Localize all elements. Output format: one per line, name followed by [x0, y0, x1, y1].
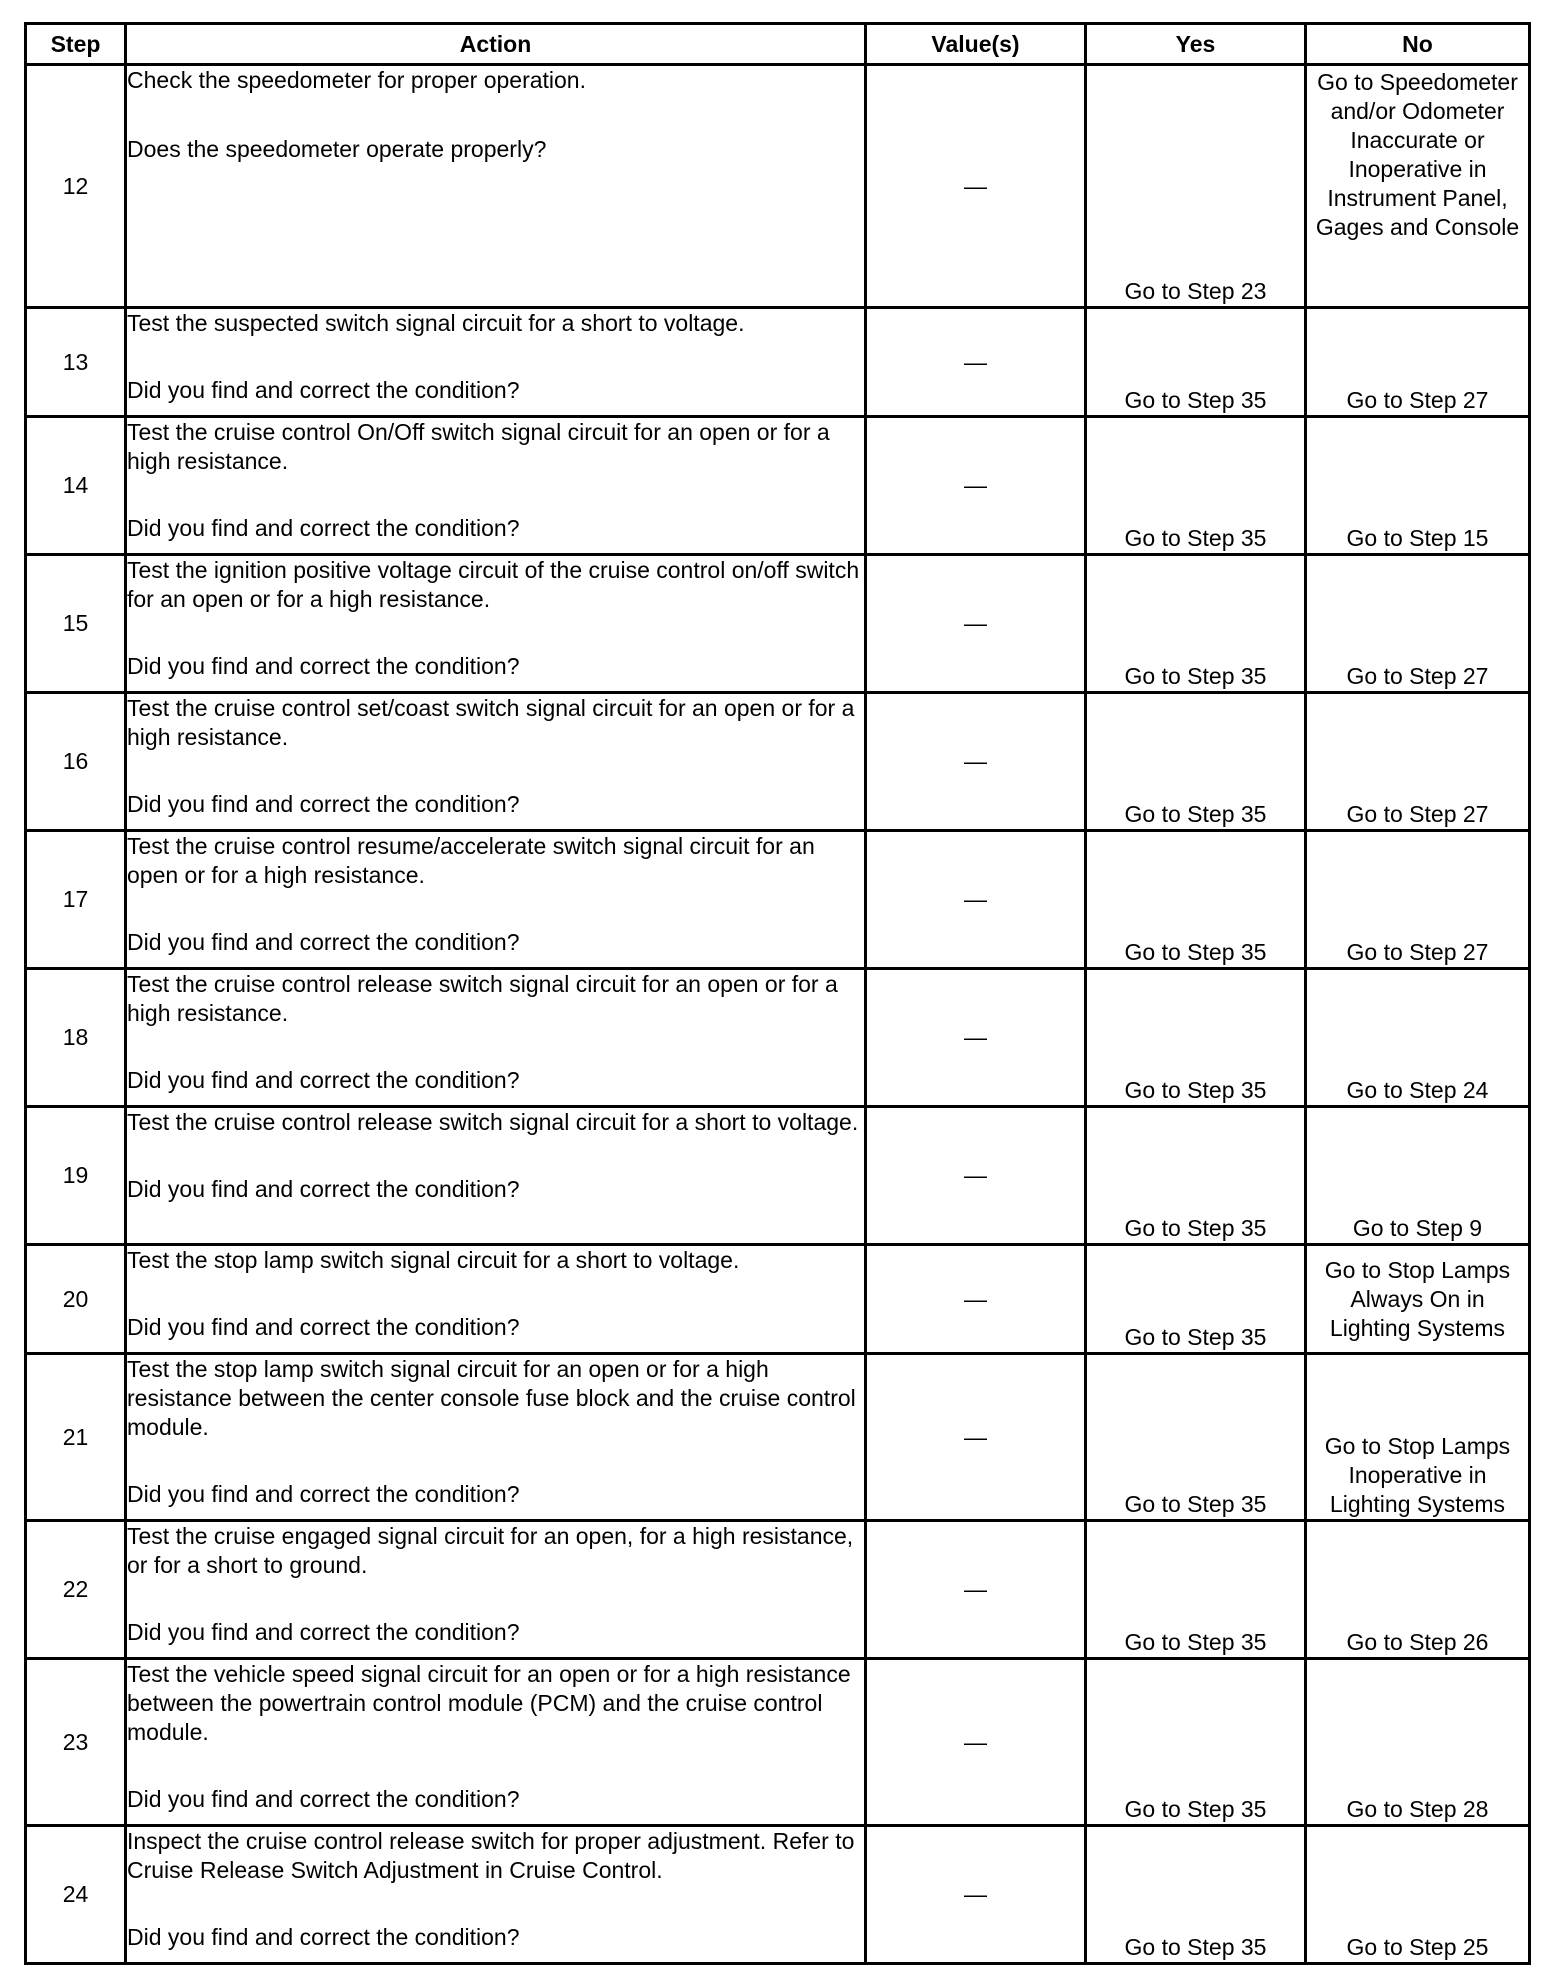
yes-cell: Go to Step 35: [1086, 1826, 1306, 1964]
no-cell: Go to Step 27: [1306, 555, 1530, 693]
yes-cell: Go to Step 23: [1086, 65, 1306, 308]
action-text: Test the cruise engaged signal circuit for an open, for a high resistance, or for a short to ground.: [127, 1523, 854, 1578]
action-text: Test the ignition positive voltage circuit of the cruise control on/off switch for an open or for a high resistance.: [127, 557, 860, 612]
action-text: Test the cruise control On/Off switch signal circuit for an open or for a high resistance.: [127, 419, 830, 474]
no-cell: Go to Step 15: [1306, 417, 1530, 555]
action-question: Did you find and correct the condition?: [127, 653, 520, 679]
action-cell: [126, 308, 866, 417]
step-number: 21: [26, 1354, 126, 1521]
action-question: Did you find and correct the condition?: [127, 929, 520, 955]
step-number: 13: [26, 308, 126, 417]
action-cell: [126, 831, 866, 969]
action-question: Did you find and correct the condition?: [127, 1786, 520, 1812]
header-yes: Yes: [1086, 24, 1306, 65]
yes-cell: Go to Step 35: [1086, 693, 1306, 831]
value-cell: —: [866, 65, 1086, 308]
table-row: [26, 555, 1530, 693]
table-row: [26, 417, 1530, 555]
yes-cell: Go to Step 35: [1086, 1107, 1306, 1245]
value-cell: —: [866, 1245, 1086, 1354]
value-cell: —: [866, 1659, 1086, 1826]
action-question: Did you find and correct the condition?: [127, 1619, 520, 1645]
no-cell: Go to Step 27: [1306, 308, 1530, 417]
action-text: Test the vehicle speed signal circuit for an open or for a high resistance between the powertrain control module (PCM) and the cruise control module.: [127, 1661, 851, 1745]
action-text: Test the stop lamp switch signal circuit for an open or for a high resistance between the center console fuse block and the cruise control module.: [127, 1356, 856, 1440]
step-number: 15: [26, 555, 126, 693]
action-question: Did you find and correct the condition?: [127, 791, 520, 817]
action-question: Did you find and correct the condition?: [127, 1481, 520, 1507]
value-cell: —: [866, 417, 1086, 555]
action-question: Did you find and correct the condition?: [127, 515, 520, 541]
no-cell: Go to Step 28: [1306, 1659, 1530, 1826]
action-text: Test the cruise control set/coast switch signal circuit for an open or for a high resistance.: [127, 695, 855, 750]
no-cell: Go to Stop Lamps Inoperative in Lighting Systems: [1306, 1354, 1530, 1521]
value-cell: —: [866, 1107, 1086, 1245]
table-row: [26, 308, 1530, 417]
table-row: [26, 1245, 1530, 1354]
table-row: [26, 1107, 1530, 1245]
action-question: Did you find and correct the condition?: [127, 1314, 520, 1340]
action-cell: [126, 1354, 866, 1521]
step-number: 24: [26, 1826, 126, 1964]
table-row: [26, 693, 1530, 831]
table-row: [26, 1521, 1530, 1659]
table-row: [26, 65, 1530, 308]
value-cell: —: [866, 1826, 1086, 1964]
value-cell: —: [866, 1354, 1086, 1521]
header-row: [26, 24, 1530, 65]
action-cell: [126, 693, 866, 831]
step-number: 23: [26, 1659, 126, 1826]
table-row: [26, 831, 1530, 969]
action-cell: [126, 1107, 866, 1245]
no-cell: Go to Step 26: [1306, 1521, 1530, 1659]
value-cell: —: [866, 1521, 1086, 1659]
step-number: 20: [26, 1245, 126, 1354]
header-step: Step: [26, 24, 126, 65]
value-cell: —: [866, 831, 1086, 969]
step-number: 18: [26, 969, 126, 1107]
action-text: Test the stop lamp switch signal circuit for a short to voltage.: [127, 1247, 740, 1273]
no-cell: Go to Step 9: [1306, 1107, 1530, 1245]
yes-cell: Go to Step 35: [1086, 969, 1306, 1107]
value-cell: —: [866, 693, 1086, 831]
action-cell: [126, 417, 866, 555]
table-row: [26, 1659, 1530, 1826]
yes-cell: Go to Step 35: [1086, 831, 1306, 969]
action-question: Did you find and correct the condition?: [127, 377, 520, 403]
header-action: Action: [126, 24, 866, 65]
no-cell: Go to Stop Lamps Always On in Lighting Systems: [1306, 1245, 1530, 1354]
action-text: Check the speedometer for proper operation.: [127, 67, 586, 93]
action-question: Does the speedometer operate properly?: [127, 136, 547, 162]
action-cell: [126, 1521, 866, 1659]
action-cell: [126, 1245, 866, 1354]
action-text: Test the suspected switch signal circuit for a short to voltage.: [127, 310, 745, 336]
action-question: Did you find and correct the condition?: [127, 1924, 520, 1950]
action-text: Inspect the cruise control release switch for proper adjustment. Refer to Cruise Release Switch Adjustment in Cruise Control.: [127, 1828, 855, 1883]
step-number: 19: [26, 1107, 126, 1245]
action-text: Test the cruise control resume/accelerate switch signal circuit for an open or for a high resistance.: [127, 833, 815, 888]
no-cell: Go to Step 27: [1306, 693, 1530, 831]
action-cell: [126, 65, 866, 308]
yes-cell: Go to Step 35: [1086, 417, 1306, 555]
yes-cell: Go to Step 35: [1086, 1521, 1306, 1659]
no-cell: Go to Step 25: [1306, 1826, 1530, 1964]
yes-cell: Go to Step 35: [1086, 308, 1306, 417]
no-cell: Go to Step 27: [1306, 831, 1530, 969]
action-question: Did you find and correct the condition?: [127, 1176, 520, 1202]
action-cell: [126, 969, 866, 1107]
header-no: No: [1306, 24, 1530, 65]
value-cell: —: [866, 969, 1086, 1107]
header-values: Value(s): [866, 24, 1086, 65]
yes-cell: Go to Step 35: [1086, 1659, 1306, 1826]
action-question: Did you find and correct the condition?: [127, 1067, 520, 1093]
step-number: 16: [26, 693, 126, 831]
yes-cell: Go to Step 35: [1086, 1354, 1306, 1521]
table-row: [26, 1354, 1530, 1521]
action-cell: [126, 555, 866, 693]
diagnostic-table: [24, 22, 1531, 1965]
value-cell: —: [866, 308, 1086, 417]
no-cell: Go to Speedometer and/or Odometer Inaccurate or Inoperative in Instrument Panel, Gages and Console: [1306, 65, 1530, 308]
action-text: Test the cruise control release switch signal circuit for a short to voltage.: [127, 1109, 859, 1135]
action-cell: [126, 1659, 866, 1826]
value-cell: —: [866, 555, 1086, 693]
action-text: Test the cruise control release switch signal circuit for an open or for a high resistance.: [127, 971, 838, 1026]
table-row: [26, 969, 1530, 1107]
step-number: 12: [26, 65, 126, 308]
step-number: 14: [26, 417, 126, 555]
yes-cell: Go to Step 35: [1086, 555, 1306, 693]
no-cell: Go to Step 24: [1306, 969, 1530, 1107]
yes-cell: Go to Step 35: [1086, 1245, 1306, 1354]
step-number: 22: [26, 1521, 126, 1659]
table-row: [26, 1826, 1530, 1964]
action-cell: [126, 1826, 866, 1964]
step-number: 17: [26, 831, 126, 969]
